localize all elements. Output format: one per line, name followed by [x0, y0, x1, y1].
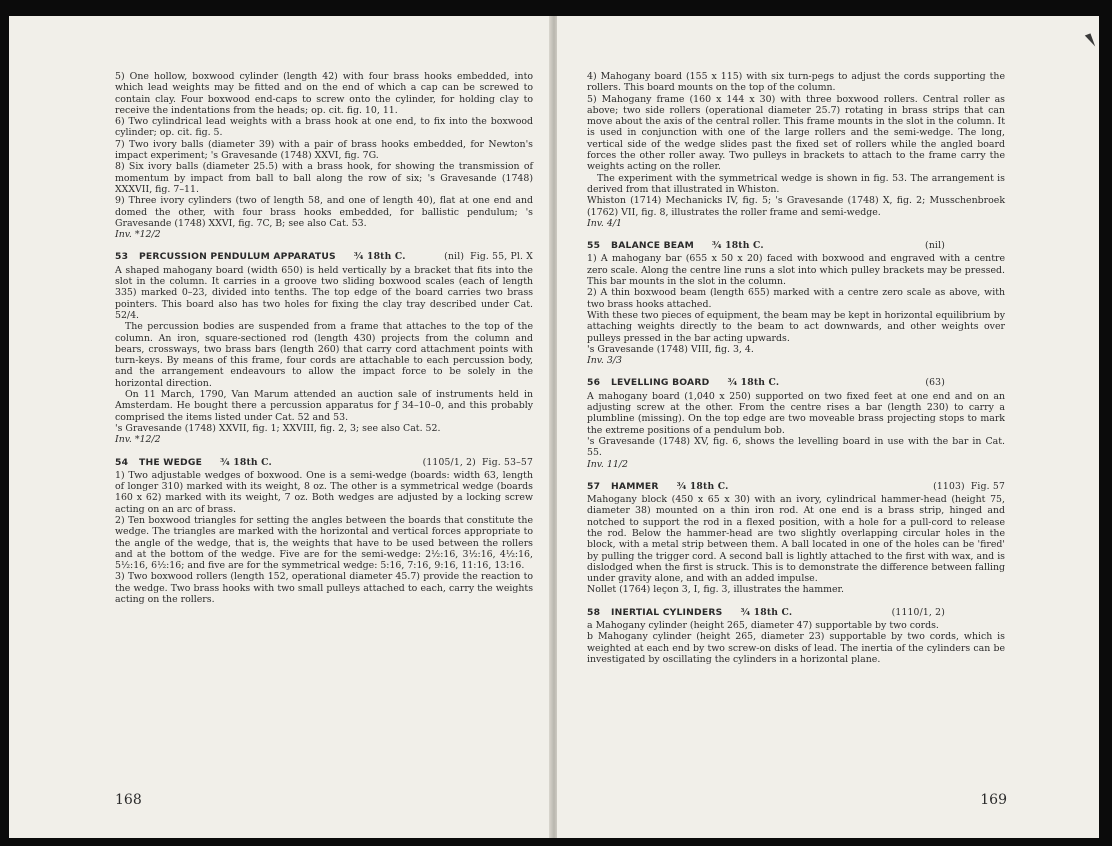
reference: Whiston (1714) Mechanicks IV, fig. 5; 's Gravesande (1748) X, fig. 2; Musschenbroek (1762) VII, fig. 8, illustrates the roller frame and semi-wedge. — [587, 195, 1005, 218]
entry-55-text: 1) A mahogany bar (655 x 50 x 20) faced with boxwood and engraved with a centre zero scale. Along the centre line runs a slot into which pulley brackets may be pressed. This bar mounts in the slot in the column. — [587, 253, 1005, 288]
entry-date: ¾ 18th C. — [220, 456, 272, 468]
entry-ref: (1105/1, 2) — [422, 456, 476, 468]
inventory-number: Inv. 4/1 — [587, 217, 622, 229]
entry-ref: (63) — [925, 377, 945, 389]
entry-53-reference: 's Gravesande (1748) XXVII, fig. 1; XXVIII, fig. 2, 3; see also Cat. 52. — [115, 422, 441, 434]
entry-title: BALANCE BEAM — [611, 240, 694, 252]
entry-title: INERTIAL CYLINDERS — [611, 606, 723, 618]
entry-title: LEVELLING BOARD — [611, 377, 710, 389]
entry-date: ¾ 18th C. — [676, 480, 729, 492]
entry-53-text: On 11 March, 1790, Van Marum attended an auction sale of instruments held in Amsterdam. He bought there a percussion apparatus for ƒ 34–10–0, and this probably comprised the items listed under Cat. 52 and 53. — [115, 389, 533, 423]
entry-53-heading — [115, 251, 533, 262]
entry-54-heading — [115, 457, 533, 468]
entry-ref: (nil) — [444, 251, 465, 263]
left-column — [115, 71, 533, 605]
item-4: 4) Mahogany board (155 x 115) with six turn-pegs to adjust the cords supporting the rollers. This board mounts on the top of the column. — [587, 71, 1005, 94]
item-7: 7) Two ivory balls (diameter 39) with a pair of brass hooks embedded, for Newton's impact experiment; 's Gravesande (1748) XXVI, fig. 7G. — [115, 138, 533, 162]
entry-57-heading — [587, 481, 1005, 492]
entry-number: 53 — [115, 251, 129, 263]
entry-title: THE WEDGE — [139, 456, 203, 468]
entry-date: ¾ 18th C. — [353, 251, 406, 263]
entry-55-reference: 's Gravesande (1748) VIII, fig. 3, 4. — [587, 343, 754, 355]
entry-58-heading — [587, 607, 1005, 618]
corner-mark — [1085, 33, 1095, 48]
entry-57-text: Mahogany block (450 x 65 x 30) with an ivory, cylindrical hammer-head (height 75, diameter 38) mounted on a thin iron rod. At one end is a brass strip, hinged and notched to support the rod in a flexed position, with a hole for a pull-cord to release the rod. Below the hammer-head are two slightly overlapping circular holes in the block, with a metal strip between them. A ball located in one of the holes can be 'fired' by pulling the trigger cord. A second ball is lightly attached to the first with wax, and is dislodged when the first is struck. This is to demonstrate the difference between falling under gravity alone, and with an added impulse. — [587, 494, 1005, 585]
right-page — [557, 16, 1099, 838]
entry-date: ¾ 18th C. — [740, 606, 793, 618]
entry-number: 58 — [587, 606, 601, 618]
left-page — [9, 16, 551, 838]
entry-date: ¾ 18th C. — [727, 377, 780, 389]
entry-55-heading — [587, 240, 1005, 251]
page-number: 168 — [115, 792, 142, 808]
entry-54-text: 3) Two boxwood rollers (length 152, operational diameter 45.7) provide the reaction to the wedge. Two brass hooks with two small pulleys attached to each, carry the weights acting on the rollers. — [115, 571, 533, 606]
entry-date: ¾ 18th C. — [711, 240, 764, 252]
entry-53-text: The percussion bodies are suspended from a frame that attaches to the top of the column. An iron, square-sectioned rod (length 430) projects from the column and bears, crossways, two brass bars (length 260) that carry cord attachment points with turn-keys. By means of this frame, four cords are attachable to each percussion body, and the arrangement endeavours to allow the impact force to be solely in the horizontal direction. — [115, 321, 533, 389]
entry-57-reference: Nollet (1764) leçon 3, I, fig. 3, illustrates the hammer. — [587, 584, 844, 596]
inventory-number: Inv. 3/3 — [587, 355, 622, 367]
item-6: 6) Two cylindrical lead weights with a brass hook at one end, to fix into the boxwood cylinder; op. cit. fig. 5. — [115, 116, 533, 139]
item-8: 8) Six ivory balls (diameter 25.5) with a brass hook, for showing the transmission of momentum by impact from ball to ball along the row of six; 's Gravesande (1748) XXXVII, fig. 7–11. — [115, 161, 533, 195]
entry-number: 54 — [115, 456, 129, 468]
entry-ref: (nil) — [925, 240, 945, 252]
entry-56-heading — [587, 377, 1005, 388]
page-number: 169 — [980, 792, 1007, 808]
entry-58-text: a Mahogany cylinder (height 265, diameter 47) supportable by two cords. — [587, 620, 939, 632]
entry-ref: (1110/1, 2) — [891, 606, 945, 618]
paragraph: The experiment with the symmetrical wedge is shown in fig. 53. The arrangement is derived from that illustrated in Whiston. — [587, 172, 1005, 195]
entry-number: 56 — [587, 377, 601, 389]
inventory-number: Inv. *12/2 — [115, 434, 161, 446]
entry-56-text: A mahogany board (1,040 x 250) supported on two fixed feet at one end and on an adjusting screw at the other. From the centre rises a bar (length 230) to carry a plumbline (missing). On the top edge are two moveable brass projecting stops to mark the extreme positions of a pendulum bob. — [587, 390, 1005, 436]
item-5: 5) Mahogany frame (160 x 144 x 30) with three boxwood rollers. Central roller as above; two side rollers (operational diameter 25.7) rotating in brass strips that can move about the axis of the central roller. This frame mounts in the slot in the column. It is used in conjunction with one of the large rollers and the semi-wedge. The long, vertical side of the wedge slides past the fixed set of rollers while the angled board forces the other roller away. Two pulleys in brackets to attach to the frame carry the weights acting on the roller. — [587, 93, 1005, 173]
entry-title: PERCUSSION PENDULUM APPARATUS — [139, 251, 336, 263]
inventory-number: Inv. 11/2 — [587, 458, 628, 470]
entry-fig: Fig. 57 — [970, 480, 1005, 492]
entry-number: 57 — [587, 480, 601, 492]
entry-54-text: 1) Two adjustable wedges of boxwood. One is a semi-wedge (boards: width 63, length of longer 310) marked with its weight, 8 oz. The other is a symmetrical wedge (boards 160 x 62) marked with its weight, 7 oz. Both wedges are adjusted by a locking screw acting on an arc of brass. — [115, 469, 533, 515]
entry-53-text: A shaped mahogany board (width 650) is held vertically by a bracket that fits into the slot in the column. It carries in a groove two sliding boxwood scales (each of length 335) marked 0–23, divided into tenths. The top edge of the board carries two brass pointers. This board also has two holes for fixing the clay tray described under Cat. 52/4. — [115, 264, 533, 321]
entry-56-reference: 's Gravesande (1748) XV, fig. 6, shows the levelling board in use with the bar in Cat. 55. — [587, 435, 1005, 459]
inventory-number: Inv. *12/2 — [115, 229, 161, 241]
entry-55-text: With these two pieces of equipment, the beam may be kept in horizontal equilibrium by attaching weights directly to the beam to act downwards, and other weights over pulleys pressed in the bar acting upwards. — [587, 309, 1005, 344]
entry-55-text: 2) A thin boxwood beam (length 655) marked with a centre zero scale as above, with two brass hooks attached. — [587, 287, 1005, 310]
item-9: 9) Three ivory cylinders (two of length 58, and one of length 40), flat at one end and domed the other, with four brass hooks embedded, for ballistic pendulum; 's Gravesande (1748) XXVI, fig. 7C, B; see also Cat. 53. — [115, 195, 533, 229]
entry-fig: Fig. 53–57 — [481, 456, 533, 468]
entry-54-text: 2) Ten boxwood triangles for setting the angles between the boards that constitute the wedge. The triangles are marked with the horizontal and vertical forces appropriate to the angle of the wedge, that is, the weights that have to be used between the rollers and at the bottom of the wedge. Five are for the semi-wedge: 2½:16, 3½:16, 4½:16, 5½:16, 6½:16; and five are for the symmetrical wedge: 5:16, 7:16, 9:16, 11:16, 13:16. — [115, 514, 533, 572]
entry-fig: Fig. 55, Pl. X — [470, 251, 533, 263]
item-5: 5) One hollow, boxwood cylinder (length 42) with four brass hooks embedded, into which lead weights may be fitted and on the end of which a cap can be screwed to contain clay. Four boxwood end-caps to screw onto the cylinder, for holding clay to receive the indentations from the heads; op. cit. fig. 10, 11. — [115, 71, 533, 116]
right-column — [587, 71, 1005, 665]
entry-number: 55 — [587, 240, 601, 252]
entry-title: HAMMER — [611, 480, 659, 492]
entry-58-text: b Mahogany cylinder (height 265, diameter 23) supportable by two cords, which is weighted at each end by two screw-on disks of lead. The inertia of the cylinders can be investigated by oscillating the cylinders in a horizontal plane. — [587, 631, 1005, 665]
entry-ref: (1103) — [933, 480, 965, 492]
